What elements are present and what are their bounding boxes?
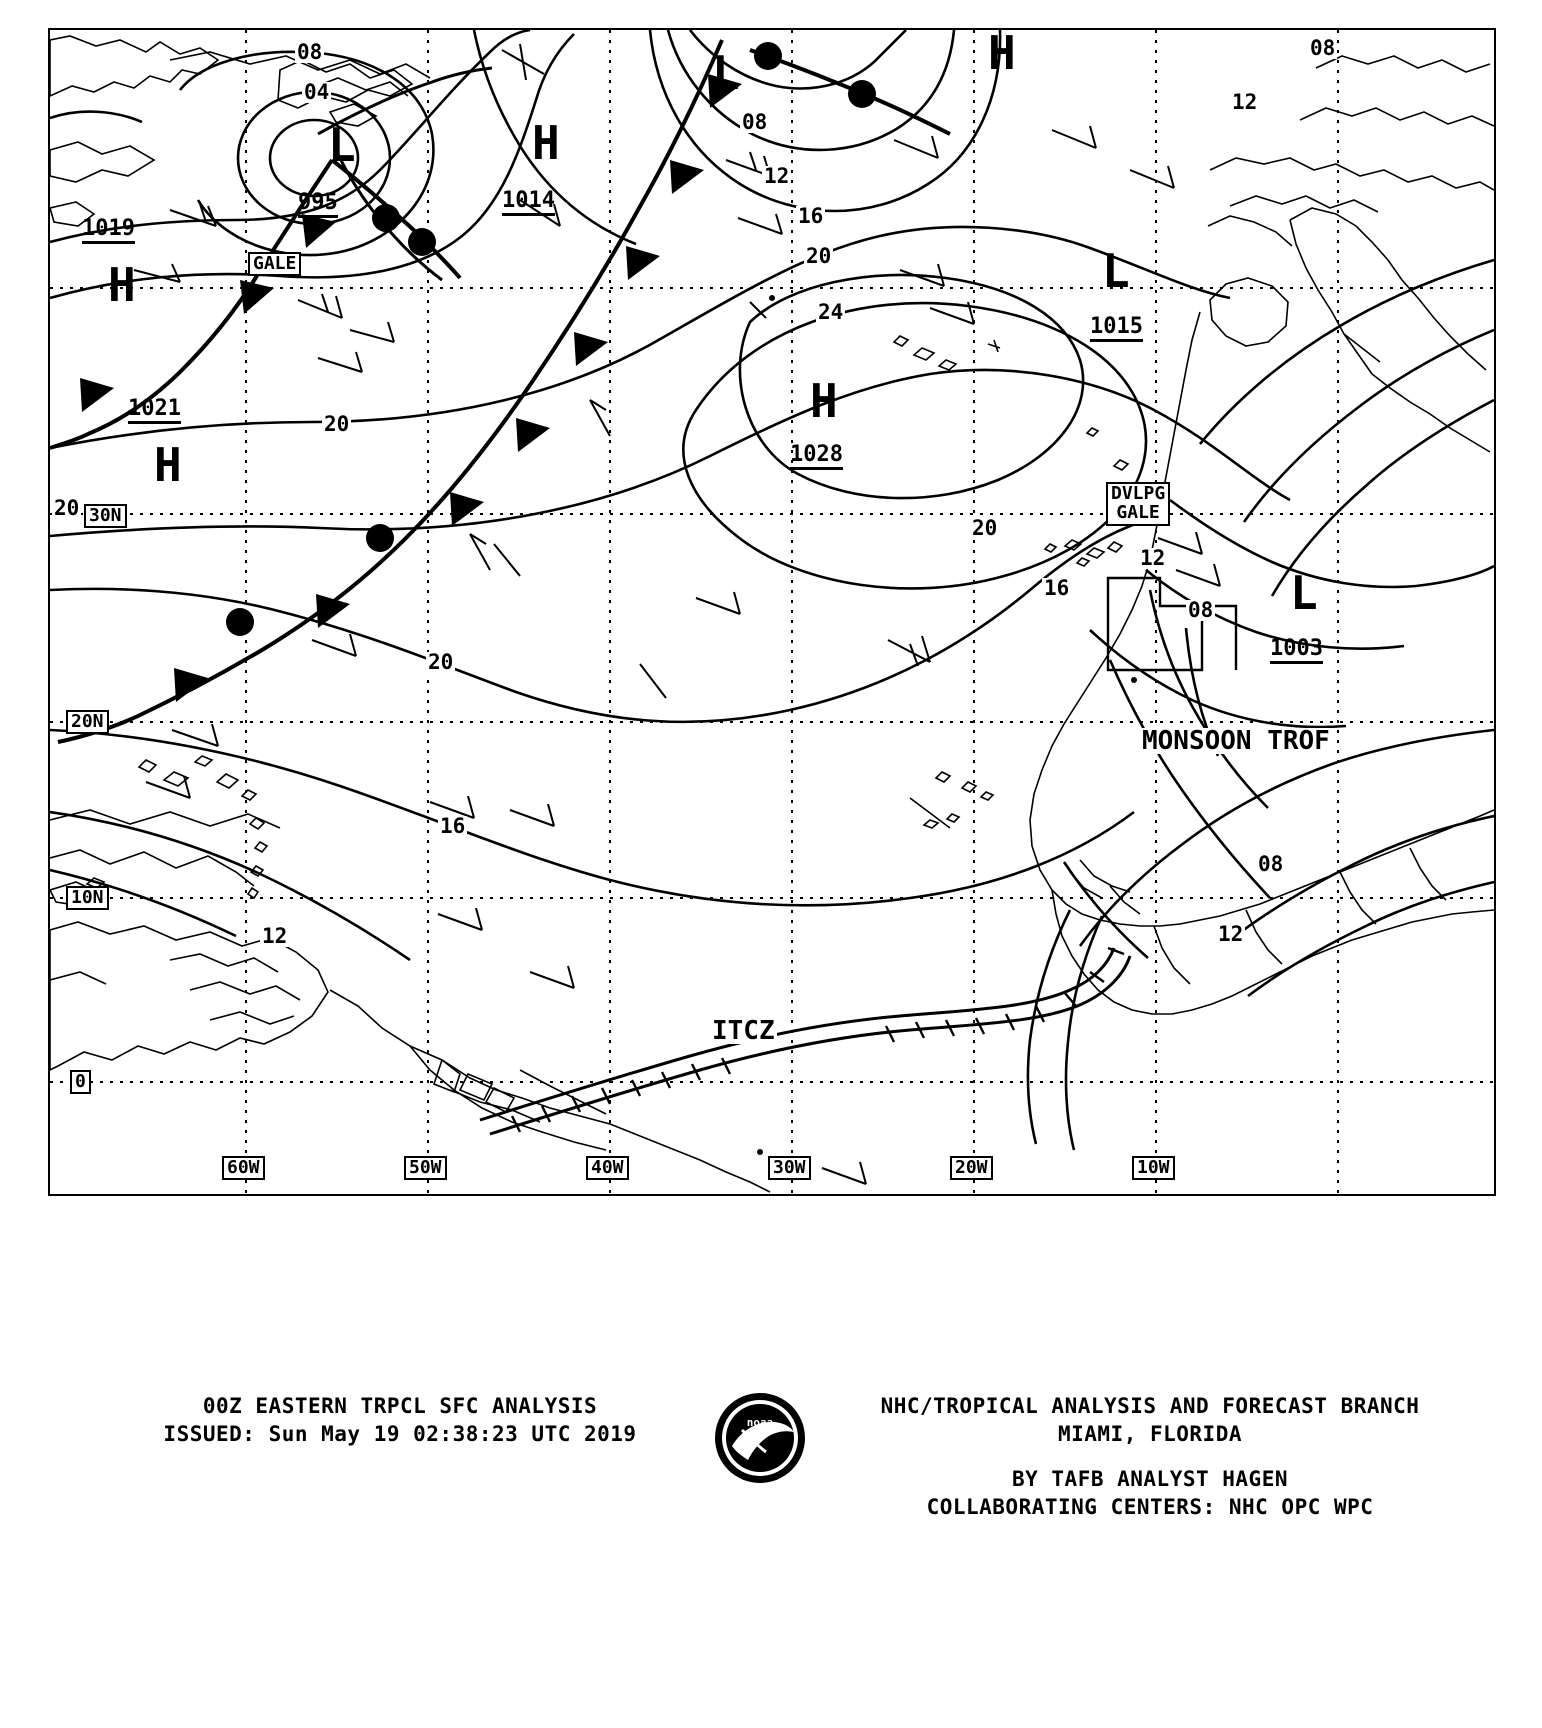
low-pressure-symbol-1015[interactable]: L <box>1102 244 1130 298</box>
contour-label: 20 <box>806 244 832 268</box>
contour-label: 20 <box>54 496 80 520</box>
high-pressure-symbol-1019[interactable]: H <box>108 258 136 312</box>
latitude-tick-10n: 10N <box>66 886 109 910</box>
high-pressure-value-1021: 1021 <box>128 398 181 424</box>
contour-label: 24 <box>818 300 844 324</box>
contour-label: 08 <box>1310 36 1336 60</box>
contour-label: 12 <box>262 924 288 948</box>
footer-left-block <box>90 1392 710 1449</box>
analysis-title: 00Z EASTERN TRPCL SFC ANALYSIS <box>202 1394 598 1418</box>
high-pressure-symbol-1021[interactable]: H <box>154 438 182 492</box>
issued-timestamp: ISSUED: Sun May 19 02:38:23 UTC 2019 <box>163 1422 637 1447</box>
dvlpg-line1: DVLPG <box>1111 483 1166 504</box>
longitude-tick-60w: 60W <box>222 1156 265 1180</box>
noaa-logo-text: noaa <box>746 1416 774 1429</box>
longitude-tick-30w: 30W <box>768 1156 811 1180</box>
footer-right-block <box>800 1392 1500 1521</box>
longitude-tick-10w: 10W <box>1132 1156 1175 1180</box>
latitude-tick-0: 0 <box>70 1070 91 1094</box>
high-pressure-value-1019: 1019 <box>82 218 135 244</box>
contour-label: 20 <box>324 412 350 436</box>
contour-label: 08 <box>742 110 768 134</box>
contour-label: 12 <box>1232 90 1258 114</box>
contour-label: 12 <box>1218 922 1244 946</box>
collaborating-centers: COLLABORATING CENTERS: NHC OPC WPC <box>926 1495 1374 1520</box>
contour-label: 16 <box>440 814 466 838</box>
low-pressure-symbol[interactable]: L <box>328 118 356 172</box>
dvlpg-line2: GALE <box>1116 501 1160 523</box>
gale-area-outline <box>1108 578 1236 670</box>
contour-label: 08 <box>1188 598 1214 622</box>
latitude-tick-20n: 20N <box>66 710 109 734</box>
contour-label: 08 <box>297 40 323 64</box>
gale-warning-label[interactable]: GALE <box>248 252 301 276</box>
longitude-tick-20w: 20W <box>950 1156 993 1180</box>
map-canvas[interactable] <box>48 28 1496 1196</box>
longitude-tick-50w: 50W <box>404 1156 447 1180</box>
latitude-tick-30n: 30N <box>84 504 127 528</box>
developing-gale-warning-label[interactable] <box>1106 482 1170 526</box>
chart-footer <box>0 1380 1542 1600</box>
contour-label: 12 <box>1140 546 1166 570</box>
issuing-city: MIAMI, FLORIDA <box>1057 1422 1242 1447</box>
high-pressure-value-1028: 1028 <box>790 444 843 470</box>
high-pressure-symbol-1028[interactable]: H <box>810 374 838 428</box>
analyst-line: BY TAFB ANALYST HAGEN <box>1011 1466 1288 1491</box>
contour-label: 12 <box>764 164 790 188</box>
longitude-tick-40w: 40W <box>586 1156 629 1180</box>
contour-label: 08 <box>1258 852 1284 876</box>
contour-label: 16 <box>798 204 824 228</box>
high-pressure-value-1014: 1014 <box>502 190 555 216</box>
contour-label: 04 <box>304 80 330 104</box>
high-pressure-symbol-top-right[interactable]: H <box>988 28 1016 80</box>
low-pressure-value: 995 <box>298 192 338 218</box>
high-pressure-symbol-1014[interactable]: H <box>532 116 560 170</box>
monsoon-trof-label: MONSOON TROF <box>1142 726 1330 756</box>
trough-line <box>318 68 492 280</box>
contour-label: 20 <box>428 650 454 674</box>
itcz-band <box>480 948 1130 1134</box>
low-pressure-value-1015: 1015 <box>1090 316 1143 342</box>
low-pressure-symbol-1003[interactable]: L <box>1290 566 1318 620</box>
low-pressure-symbol-top[interactable]: L <box>712 46 740 100</box>
low-pressure-value-1003: 1003 <box>1270 638 1323 664</box>
isobar-contours <box>50 30 1494 1150</box>
cold-front-barbs <box>174 74 742 702</box>
contour-label: 16 <box>1044 576 1070 600</box>
itcz-label: ITCZ <box>712 1016 775 1046</box>
issuing-branch: NHC/TROPICAL ANALYSIS AND FORECAST BRANCH <box>880 1394 1420 1418</box>
contour-label: 20 <box>972 516 998 540</box>
noaa-logo <box>712 1390 808 1486</box>
